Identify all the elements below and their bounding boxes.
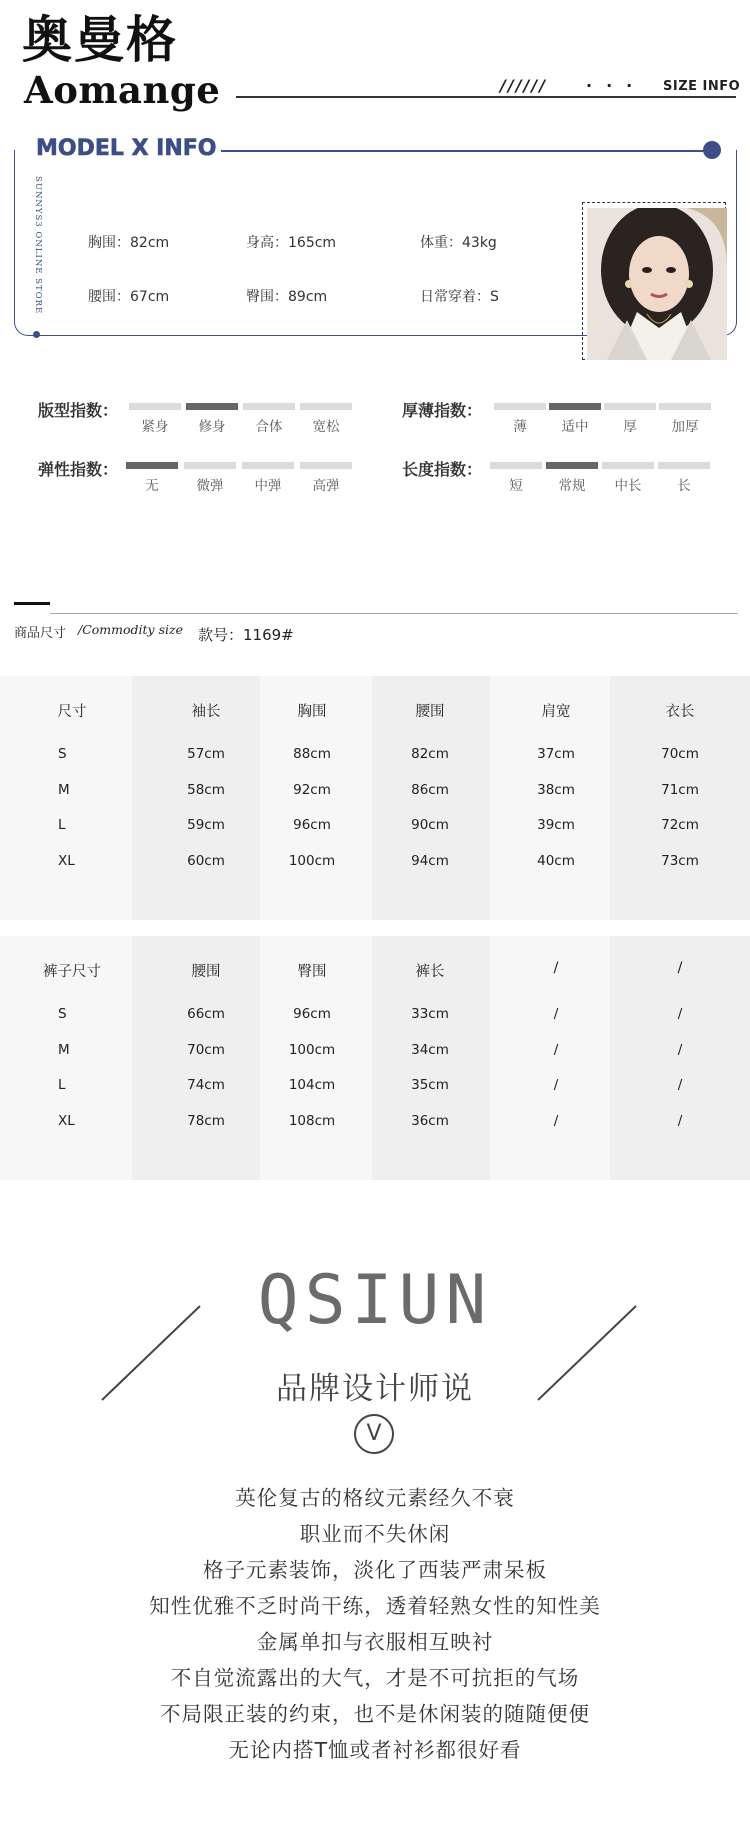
brand-logo-chinese: 奥曼格 (22, 10, 178, 69)
table-cell: 34cm (411, 1042, 449, 1058)
table-cell: 58cm (187, 782, 225, 798)
model-stat-waist: 腰围：67cm (88, 289, 170, 305)
table-cell: / (553, 1042, 559, 1058)
model-stat-height: 身高：165cm (246, 235, 337, 251)
header-divider (236, 96, 736, 98)
table-cell: / (677, 1113, 683, 1129)
index-option: 合体 (255, 419, 283, 435)
table-cell: 100cm (288, 853, 336, 869)
table-cell: / (553, 1006, 559, 1022)
frame-dot-right (703, 141, 721, 159)
table-cell: 70cm (187, 1042, 225, 1058)
index-option: 高弹 (312, 478, 340, 494)
index-bar (604, 403, 656, 410)
header-dots: ... (586, 72, 647, 91)
index-bar (494, 403, 546, 410)
index-option: 加厚 (671, 419, 699, 435)
index-option-selected: 适中 (561, 419, 589, 435)
description-line: 不自觉流露出的大气，才是不可抗拒的气场 (170, 1666, 580, 1690)
table-cell: 36cm (411, 1113, 449, 1129)
index-option: 厚 (623, 419, 637, 435)
table-header-cell: 衣长 (665, 704, 695, 720)
index-bar (184, 462, 236, 469)
table-cell: 57cm (187, 746, 225, 762)
table-cell: / (553, 1077, 559, 1093)
table-cell: / (677, 1077, 683, 1093)
index-label-fit: 版型指数： (38, 401, 119, 420)
index-bar (490, 462, 542, 469)
table-header-cell: 胸围 (297, 704, 327, 720)
table-cell: 35cm (411, 1077, 449, 1093)
table-cell: S (58, 1006, 67, 1022)
size-table-top (0, 676, 750, 920)
commodity-size-label-en: /Commodity size (78, 622, 183, 637)
table-cell: 38cm (537, 782, 575, 798)
table-cell: 39cm (537, 817, 575, 833)
table-header-cell: 肩宽 (541, 704, 571, 720)
index-option: 中弹 (254, 478, 282, 494)
table-cell: 92cm (293, 782, 331, 798)
model-stat-bust: 胸围：82cm (88, 235, 170, 251)
table-cell: / (677, 1006, 683, 1022)
table-cell: L (58, 817, 66, 833)
index-option: 中长 (614, 478, 642, 494)
model-stat-weight: 体重：43kg (420, 235, 497, 251)
table-cell: 40cm (537, 853, 575, 869)
table-cell: 96cm (293, 817, 331, 833)
frame-dot-left (33, 331, 40, 338)
table-cell: M (58, 782, 70, 798)
index-label-length: 长度指数： (402, 460, 483, 479)
index-option-selected: 修身 (198, 419, 226, 435)
description-line: 金属单扣与衣服相互映衬 (256, 1630, 494, 1654)
size-table-pants (0, 936, 750, 1180)
table-header-cell: 臀围 (297, 964, 327, 980)
index-label-elasticity: 弹性指数： (38, 460, 119, 479)
v-badge-icon: V (354, 1414, 394, 1454)
table-cell: 74cm (187, 1077, 225, 1093)
section-accent-bar (14, 602, 50, 605)
header-slashes: ////// (500, 76, 548, 95)
index-option: 长 (677, 478, 691, 494)
index-option-selected: 常规 (558, 478, 586, 494)
index-bar (129, 403, 181, 410)
index-bar (243, 403, 295, 410)
model-stat-hip: 臀围：89cm (246, 289, 328, 305)
index-bar (242, 462, 294, 469)
table-cell: S (58, 746, 67, 762)
table-cell: 33cm (411, 1006, 449, 1022)
index-option: 微弹 (196, 478, 224, 494)
table-cell: 94cm (411, 853, 449, 869)
description-line: 不局限正装的约束，也不是休闲装的随随便便 (160, 1702, 590, 1726)
index-option: 紧身 (141, 419, 169, 435)
table-cell: 86cm (411, 782, 449, 798)
table-header-cell: / (553, 960, 559, 976)
table-cell: 60cm (187, 853, 225, 869)
brand-subtitle: 品牌设计师说 (276, 1371, 474, 1407)
model-photo (587, 208, 727, 360)
commodity-size-label: 商品尺寸 (14, 626, 67, 641)
index-label-thickness: 厚薄指数： (402, 401, 483, 420)
index-option: 薄 (513, 419, 527, 435)
index-option: 宽松 (312, 419, 340, 435)
index-bar (300, 462, 352, 469)
index-option-selected: 无 (145, 478, 159, 494)
table-cell: 73cm (661, 853, 699, 869)
table-header-cell: 裤子尺寸 (43, 964, 101, 980)
table-cell: 82cm (411, 746, 449, 762)
table-cell: 37cm (537, 746, 575, 762)
table-cell: XL (58, 1113, 75, 1129)
table-cell: 88cm (293, 746, 331, 762)
index-bar (659, 403, 711, 410)
table-header-cell: 裤长 (415, 964, 445, 980)
table-cell: L (58, 1077, 66, 1093)
index-bar (300, 403, 352, 410)
description-line: 知性优雅不乏时尚干练，透着轻熟女性的知性美 (149, 1594, 601, 1618)
table-header-cell: / (677, 960, 683, 976)
index-bar-selected (126, 462, 178, 469)
table-header-cell: 腰围 (415, 704, 445, 720)
description-line: 英伦复古的格纹元素经久不衰 (235, 1486, 515, 1510)
table-cell: 71cm (661, 782, 699, 798)
table-cell: 96cm (293, 1006, 331, 1022)
table-cell: M (58, 1042, 70, 1058)
index-bar (658, 462, 710, 469)
index-option: 短 (509, 478, 523, 494)
brand-logo-english: Aomange (24, 68, 221, 112)
index-bar (602, 462, 654, 469)
table-header-cell: 尺寸 (57, 704, 87, 720)
table-cell: 59cm (187, 817, 225, 833)
table-cell: 78cm (187, 1113, 225, 1129)
table-cell: 70cm (661, 746, 699, 762)
brand-name: QSIUN (257, 1261, 493, 1340)
vertical-store-text: SUNNYS3 ONLINE STORE (33, 176, 43, 315)
description-line: 无论内搭T恤或者衬衫都很好看 (228, 1738, 522, 1762)
table-cell: / (677, 1042, 683, 1058)
model-info-title: MODEL X INFO (32, 136, 221, 161)
table-cell: 66cm (187, 1006, 225, 1022)
section-divider (50, 613, 738, 614)
table-cell: / (553, 1113, 559, 1129)
index-bar-selected (186, 403, 238, 410)
table-header-cell: 袖长 (191, 704, 221, 720)
size-info-label: SIZE INFO (663, 79, 741, 94)
table-cell: 90cm (411, 817, 449, 833)
table-cell: 108cm (288, 1113, 336, 1129)
description-line: 职业而不失休闲 (299, 1522, 451, 1546)
model-stat-daily-size: 日常穿着：S (420, 289, 499, 305)
index-bar-selected (549, 403, 601, 410)
table-cell: 104cm (288, 1077, 336, 1093)
table-cell: 100cm (288, 1042, 336, 1058)
model-info-top-line (216, 150, 712, 152)
table-cell: XL (58, 853, 75, 869)
index-bar-selected (546, 462, 598, 469)
description-line: 格子元素装饰，淡化了西装严肃呆板 (203, 1558, 547, 1582)
table-header-cell: 腰围 (191, 964, 221, 980)
table-cell: 72cm (661, 817, 699, 833)
style-number: 款号：1169# (198, 626, 294, 644)
